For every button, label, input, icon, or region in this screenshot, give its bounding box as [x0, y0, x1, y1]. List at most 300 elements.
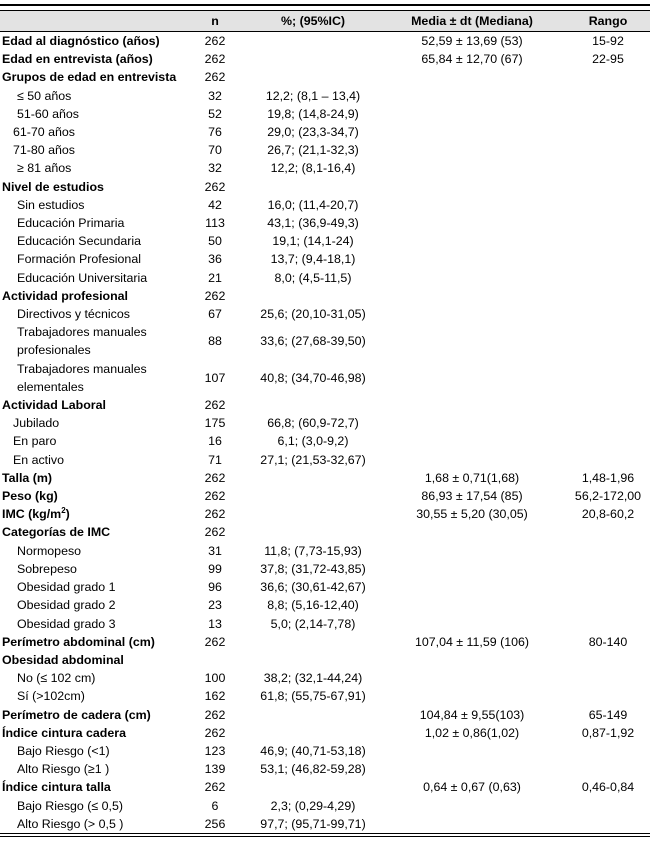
cell-mean-sd: 1,02 ± 0,86(1,02): [424, 725, 520, 740]
table-row: [0, 815, 650, 834]
table-row: [0, 560, 650, 578]
cell-n: 88: [208, 334, 222, 349]
cell-mean-sd: [378, 615, 566, 633]
cell-percent-ci: 53,1; (46,82-59,28): [260, 762, 366, 777]
cell-mean-sd: [378, 797, 566, 815]
table-row: [0, 105, 650, 123]
cell-range: [566, 159, 650, 177]
row-label-text: ≥ 81 años: [17, 161, 72, 176]
cell-mean-sd: 86,93 ± 17,54 (85): [421, 489, 523, 504]
table-row: [0, 578, 650, 596]
cell-n: [182, 651, 248, 669]
cell-range: [566, 68, 650, 86]
table-row: [0, 687, 650, 705]
cell-percent-ci: 12,2; (8,1-16,4): [270, 161, 356, 176]
cell-percent-ci: 27,1; (21,53-32,67): [260, 452, 366, 467]
cell-range: [566, 815, 650, 834]
row-label-text: ≤ 50 años: [17, 88, 72, 103]
cell-mean-sd: [378, 560, 566, 578]
cell-range: 22-95: [592, 52, 624, 67]
cell-n: 262: [204, 507, 226, 522]
cell-range: [566, 396, 650, 414]
cell-range: [566, 414, 650, 432]
cell-mean-sd: [378, 651, 566, 669]
table-row: [0, 87, 650, 105]
cell-n: 99: [208, 561, 222, 576]
cell-n: 262: [204, 179, 226, 194]
table-row: [0, 724, 650, 742]
cell-percent-ci: 43,1; (36,9-49,3): [267, 216, 359, 231]
row-label-text: Talla (m): [2, 470, 53, 485]
row-label: [0, 178, 182, 196]
cell-range: [566, 760, 650, 778]
row-label: [0, 323, 182, 359]
row-label-text: Normopeso: [17, 543, 82, 558]
cell-n: 96: [208, 580, 222, 595]
cell-percent-ci: 40,8; (34,70-46,98): [260, 370, 366, 385]
table-header: [0, 11, 650, 32]
row-label-text: Actividad Laboral: [2, 398, 106, 413]
cell-n: 71: [208, 452, 222, 467]
cell-n: 42: [208, 197, 222, 212]
cell-mean-sd: 107,04 ± 11,59 (106): [414, 634, 530, 649]
row-label: [0, 560, 182, 578]
table-row: [0, 250, 650, 268]
cell-n: 13: [208, 616, 222, 631]
row-label: [0, 687, 182, 705]
cell-n: 175: [204, 416, 226, 431]
cell-n: 6: [211, 798, 219, 813]
table-row: [0, 742, 650, 760]
cell-mean-sd: [378, 815, 566, 834]
table-row: [0, 287, 650, 305]
cell-percent-ci: [248, 50, 378, 68]
row-label: [0, 578, 182, 596]
row-label: [0, 269, 182, 287]
cell-percent-ci: [248, 505, 378, 523]
row-label: [0, 141, 182, 159]
cell-mean-sd: [378, 432, 566, 450]
cell-percent-ci: [248, 487, 378, 505]
cell-n: 36: [208, 252, 222, 267]
table-row: [0, 196, 650, 214]
cell-mean-sd: 104,84 ± 9,55(103): [419, 707, 525, 722]
cell-mean-sd: [378, 87, 566, 105]
row-label-text: Obesidad grado 3: [17, 616, 116, 631]
cell-percent-ci: [248, 633, 378, 651]
cell-range: [566, 105, 650, 123]
cell-percent-ci: [248, 287, 378, 305]
cell-mean-sd: [378, 578, 566, 596]
cell-range: 65-149: [588, 707, 628, 722]
cell-n: 70: [208, 143, 222, 158]
cell-percent-ci: 36,6; (30,61-42,67): [260, 580, 366, 595]
cell-mean-sd: [378, 360, 566, 396]
row-label-text: Formación Profesional: [17, 252, 141, 267]
cell-percent-ci: 6,1; (3,0-9,2): [277, 434, 349, 449]
cell-range: 1,48-1,96: [581, 470, 635, 485]
cell-n: 262: [204, 398, 226, 413]
cell-percent-ci: 19,1; (14,1-24): [272, 234, 354, 249]
table-row: [0, 414, 650, 432]
cell-mean-sd: [378, 687, 566, 705]
table-row: [0, 305, 650, 323]
cell-range: 0,87-1,92: [581, 725, 635, 740]
cell-range: [566, 578, 650, 596]
cell-percent-ci: 38,2; (32,1-44,24): [263, 671, 363, 686]
row-label-text: Directivos y técnicos: [17, 307, 130, 322]
row-label: [0, 105, 182, 123]
cell-range: [566, 523, 650, 541]
cell-n: 107: [204, 370, 226, 385]
cell-mean-sd: [378, 451, 566, 469]
row-label: [0, 651, 182, 669]
row-label-text: 51-60 años: [17, 106, 80, 121]
cell-range: 20,8-60,2: [581, 507, 635, 522]
header-n: n: [182, 11, 248, 32]
row-label-text: Sobrepeso: [17, 561, 77, 576]
cell-mean-sd: [378, 196, 566, 214]
bottom-rule: [0, 836, 650, 837]
cell-percent-ci: [248, 651, 378, 669]
table-row: [0, 706, 650, 724]
cell-n: 67: [208, 307, 222, 322]
cell-mean-sd: [378, 669, 566, 687]
table-row: [0, 32, 650, 51]
row-label-text: Obesidad grado 1: [17, 580, 116, 595]
cell-range: [566, 323, 650, 359]
table-row: [0, 50, 650, 68]
row-label: [0, 778, 182, 796]
cell-mean-sd: [378, 414, 566, 432]
cell-mean-sd: [378, 159, 566, 177]
row-label: [0, 250, 182, 268]
cell-percent-ci: [248, 68, 378, 86]
row-label-text: Sin estudios: [17, 197, 85, 212]
row-label: [0, 360, 182, 396]
cell-n: 76: [208, 125, 222, 140]
cell-range: [566, 797, 650, 815]
cell-range: 0,46-0,84: [581, 780, 635, 795]
row-label: [0, 396, 182, 414]
header-percent-ci: %; (95%IC): [248, 11, 378, 32]
table-row: [0, 669, 650, 687]
table-row: [0, 451, 650, 469]
cell-n: 262: [204, 634, 226, 649]
cell-n: 139: [204, 762, 226, 777]
row-label: [0, 615, 182, 633]
cell-mean-sd: 65,84 ± 12,70 (67): [421, 52, 523, 67]
row-label: [0, 523, 182, 541]
row-label-text: Sí (>102cm): [17, 689, 85, 704]
table-row: [0, 469, 650, 487]
cell-mean-sd: [378, 287, 566, 305]
table-row: [0, 633, 650, 651]
cell-percent-ci: [248, 523, 378, 541]
cell-n: 100: [204, 671, 226, 686]
row-label-text: Bajo Riesgo (<1): [17, 743, 110, 758]
row-label-text: Grupos de edad en entrevista: [2, 70, 177, 85]
cell-percent-ci: 13,7; (9,4-18,1): [270, 252, 356, 267]
cell-percent-ci: [248, 396, 378, 414]
header-label: [0, 11, 182, 32]
row-label-text: IMC (kg/m: [2, 507, 62, 522]
cell-mean-sd: [378, 523, 566, 541]
cell-percent-ci: 33,6; (27,68-39,50): [260, 334, 366, 349]
table-row: [0, 232, 650, 250]
cell-mean-sd: [378, 323, 566, 359]
cell-percent-ci: 66,8; (60,9-72,7): [267, 416, 359, 431]
row-label: [0, 815, 182, 834]
cell-mean-sd: [378, 214, 566, 232]
cell-range: [566, 196, 650, 214]
row-label: [0, 68, 182, 86]
row-label: [0, 505, 182, 523]
row-label: [0, 159, 182, 177]
row-label-text: Peso (kg): [2, 489, 58, 504]
row-label: [0, 542, 182, 560]
cell-mean-sd: [378, 542, 566, 560]
top-rule: [0, 4, 650, 6]
cell-percent-ci: [248, 706, 378, 724]
row-label: [0, 214, 182, 232]
row-label-text: 71-80 años: [13, 143, 76, 158]
cell-mean-sd: [378, 68, 566, 86]
cell-n: 262: [204, 525, 226, 540]
cell-n: 52: [208, 106, 222, 121]
row-label-text: Perímetro abdominal (cm): [2, 634, 155, 649]
cell-mean-sd: 1,68 ± 0,71(1,68): [424, 470, 520, 485]
cell-range: [566, 596, 650, 614]
row-label-text: 61-70 años: [13, 125, 76, 140]
cell-range: [566, 123, 650, 141]
row-label-text: Trabajadores manuales elementales: [17, 361, 147, 394]
cell-percent-ci: [248, 469, 378, 487]
cell-n: 262: [204, 725, 226, 740]
cell-mean-sd: [378, 305, 566, 323]
row-label-text: Índice cintura talla: [2, 780, 111, 795]
row-label: [0, 414, 182, 432]
table-row: [0, 487, 650, 505]
row-label: [0, 87, 182, 105]
cell-range: [566, 669, 650, 687]
cell-range: [566, 287, 650, 305]
cell-percent-ci: 61,8; (55,75-67,91): [260, 689, 366, 704]
table-row: [0, 159, 650, 177]
cell-mean-sd: [378, 760, 566, 778]
cell-n: 123: [204, 743, 226, 758]
table-row: [0, 360, 650, 396]
cell-mean-sd: [378, 141, 566, 159]
header-mean-sd: Media ± dt (Mediana): [378, 11, 566, 32]
cell-percent-ci: 2,3; (0,29-4,29): [270, 798, 356, 813]
results-table: [0, 10, 650, 834]
cell-range: [566, 432, 650, 450]
cell-mean-sd: [378, 105, 566, 123]
row-label: [0, 706, 182, 724]
row-label-text: Jubilado: [13, 416, 60, 431]
row-label: [0, 305, 182, 323]
cell-percent-ci: 8,0; (4,5-11,5): [274, 270, 352, 285]
cell-percent-ci: [248, 724, 378, 742]
cell-mean-sd: 0,64 ± 0,67 (0,63): [423, 780, 521, 795]
cell-range: 56,2-172,00: [574, 489, 642, 504]
row-label: [0, 669, 182, 687]
table-row: [0, 396, 650, 414]
cell-percent-ci: 12,2; (8,1 – 13,4): [265, 88, 361, 103]
table-row: [0, 141, 650, 159]
row-label-text: Educación Universitaria: [17, 270, 148, 285]
cell-n: 21: [208, 270, 222, 285]
cell-range: [566, 250, 650, 268]
cell-n: 31: [208, 543, 222, 558]
cell-range: [566, 178, 650, 196]
row-label: [0, 287, 182, 305]
row-label-text: Edad en entrevista (años): [2, 52, 153, 67]
cell-n: 262: [204, 470, 226, 485]
cell-n: 162: [204, 689, 226, 704]
cell-percent-ci: 29,0; (23,3-34,7): [267, 125, 359, 140]
cell-n: 262: [204, 489, 226, 504]
cell-n: 32: [208, 161, 222, 176]
cell-mean-sd: [378, 232, 566, 250]
table-row: [0, 68, 650, 86]
row-label: [0, 487, 182, 505]
row-label: [0, 724, 182, 742]
row-label-text: No (≤ 102 cm): [17, 671, 96, 686]
cell-range: [566, 451, 650, 469]
row-label-text: Edad al diagnóstico (años): [2, 34, 160, 48]
cell-range: [566, 214, 650, 232]
cell-range: [566, 560, 650, 578]
table-row: [0, 778, 650, 796]
cell-mean-sd: 52,59 ± 13,69 (53): [421, 34, 523, 48]
cell-mean-sd: [378, 269, 566, 287]
cell-percent-ci: 25,6; (20,10-31,05): [260, 307, 366, 322]
row-label: [0, 232, 182, 250]
row-label: [0, 451, 182, 469]
row-label: [0, 633, 182, 651]
cell-percent-ci: 19,8; (14,8-24,9): [267, 106, 359, 121]
row-label-end: ): [65, 507, 70, 522]
row-label-text: Alto Riesgo (> 0,5 ): [17, 816, 124, 831]
row-label: [0, 123, 182, 141]
row-label-text: Obesidad abdominal: [2, 652, 124, 667]
cell-mean-sd: [378, 396, 566, 414]
row-label-text: Nivel de estudios: [2, 179, 104, 194]
cell-n: 256: [182, 815, 248, 834]
cell-range: [566, 269, 650, 287]
table-row: [0, 596, 650, 614]
row-label-text: Educación Primaria: [17, 216, 125, 231]
table-row: [0, 651, 650, 669]
cell-percent-ci: 26,7; (21,1-32,3): [267, 143, 359, 158]
cell-n: 50: [208, 234, 222, 249]
cell-n: 262: [204, 780, 226, 795]
table-row: [0, 505, 650, 523]
table-row: [0, 523, 650, 541]
table-row: [0, 542, 650, 560]
cell-percent-ci: [248, 32, 378, 51]
row-label: [0, 32, 182, 51]
cell-n: 262: [204, 70, 226, 85]
cell-mean-sd: [378, 123, 566, 141]
cell-percent-ci: [248, 778, 378, 796]
row-label-text: Educación Secundaria: [17, 234, 141, 249]
table-row: [0, 432, 650, 450]
table-row: [0, 123, 650, 141]
cell-n: 32: [208, 88, 222, 103]
row-label: [0, 50, 182, 68]
table-row: [0, 269, 650, 287]
row-label-text: Categorías de IMC: [2, 525, 111, 540]
cell-mean-sd: [378, 742, 566, 760]
cell-range: [566, 542, 650, 560]
cell-mean-sd: [378, 178, 566, 196]
cell-range: [566, 615, 650, 633]
cell-n: 262: [204, 52, 226, 67]
row-label-text: Perímetro de cadera (cm): [2, 707, 151, 722]
row-label-text: En paro: [13, 434, 57, 449]
cell-n: 113: [205, 216, 225, 231]
cell-n: 262: [204, 34, 226, 48]
cell-percent-ci: 37,8; (31,72-43,85): [260, 561, 366, 576]
cell-mean-sd: [378, 250, 566, 268]
row-label-text: Actividad profesional: [2, 288, 128, 303]
row-label-text: Trabajadores manuales profesionales: [17, 325, 147, 358]
cell-range: [566, 742, 650, 760]
cell-range: [566, 232, 650, 250]
cell-percent-ci: [248, 178, 378, 196]
row-label-text: Bajo Riesgo (≤ 0,5): [17, 798, 123, 813]
cell-mean-sd: [378, 596, 566, 614]
cell-range: [566, 141, 650, 159]
table-body: [0, 32, 650, 834]
cell-range: [566, 87, 650, 105]
cell-range: [566, 687, 650, 705]
cell-n: 16: [208, 434, 222, 449]
row-label-superscript: 2: [61, 506, 66, 516]
row-label: [0, 742, 182, 760]
cell-percent-ci: 5,0; (2,14-7,78): [270, 616, 356, 631]
row-label: [0, 760, 182, 778]
cell-percent-ci: 46,9; (40,71-53,18): [260, 743, 366, 758]
row-label: [0, 432, 182, 450]
header-range: Rango: [566, 11, 650, 32]
cell-range: [566, 305, 650, 323]
cell-range: 15-92: [592, 34, 624, 48]
table-row: [0, 760, 650, 778]
row-label-text: Alto Riesgo (≥1 ): [17, 762, 110, 777]
row-label-text: Obesidad grado 2: [17, 598, 116, 613]
table-row: [0, 323, 650, 359]
table-row: [0, 797, 650, 815]
row-label-text: Índice cintura cadera: [2, 725, 126, 740]
cell-mean-sd: 30,55 ± 5,20 (30,05): [416, 507, 528, 522]
row-label: [0, 469, 182, 487]
cell-percent-ci: 97,7; (95,71-99,71): [248, 815, 378, 834]
cell-n: 262: [204, 707, 226, 722]
cell-range: [566, 651, 650, 669]
cell-range: 80-140: [588, 634, 628, 649]
row-label-text: En activo: [13, 452, 64, 467]
cell-percent-ci: 16,0; (11,4-20,7): [267, 197, 359, 212]
cell-percent-ci: 8,8; (5,16-12,40): [267, 598, 359, 613]
cell-n: 23: [208, 598, 222, 613]
row-label: [0, 797, 182, 815]
table-row: [0, 178, 650, 196]
table-row: [0, 214, 650, 232]
